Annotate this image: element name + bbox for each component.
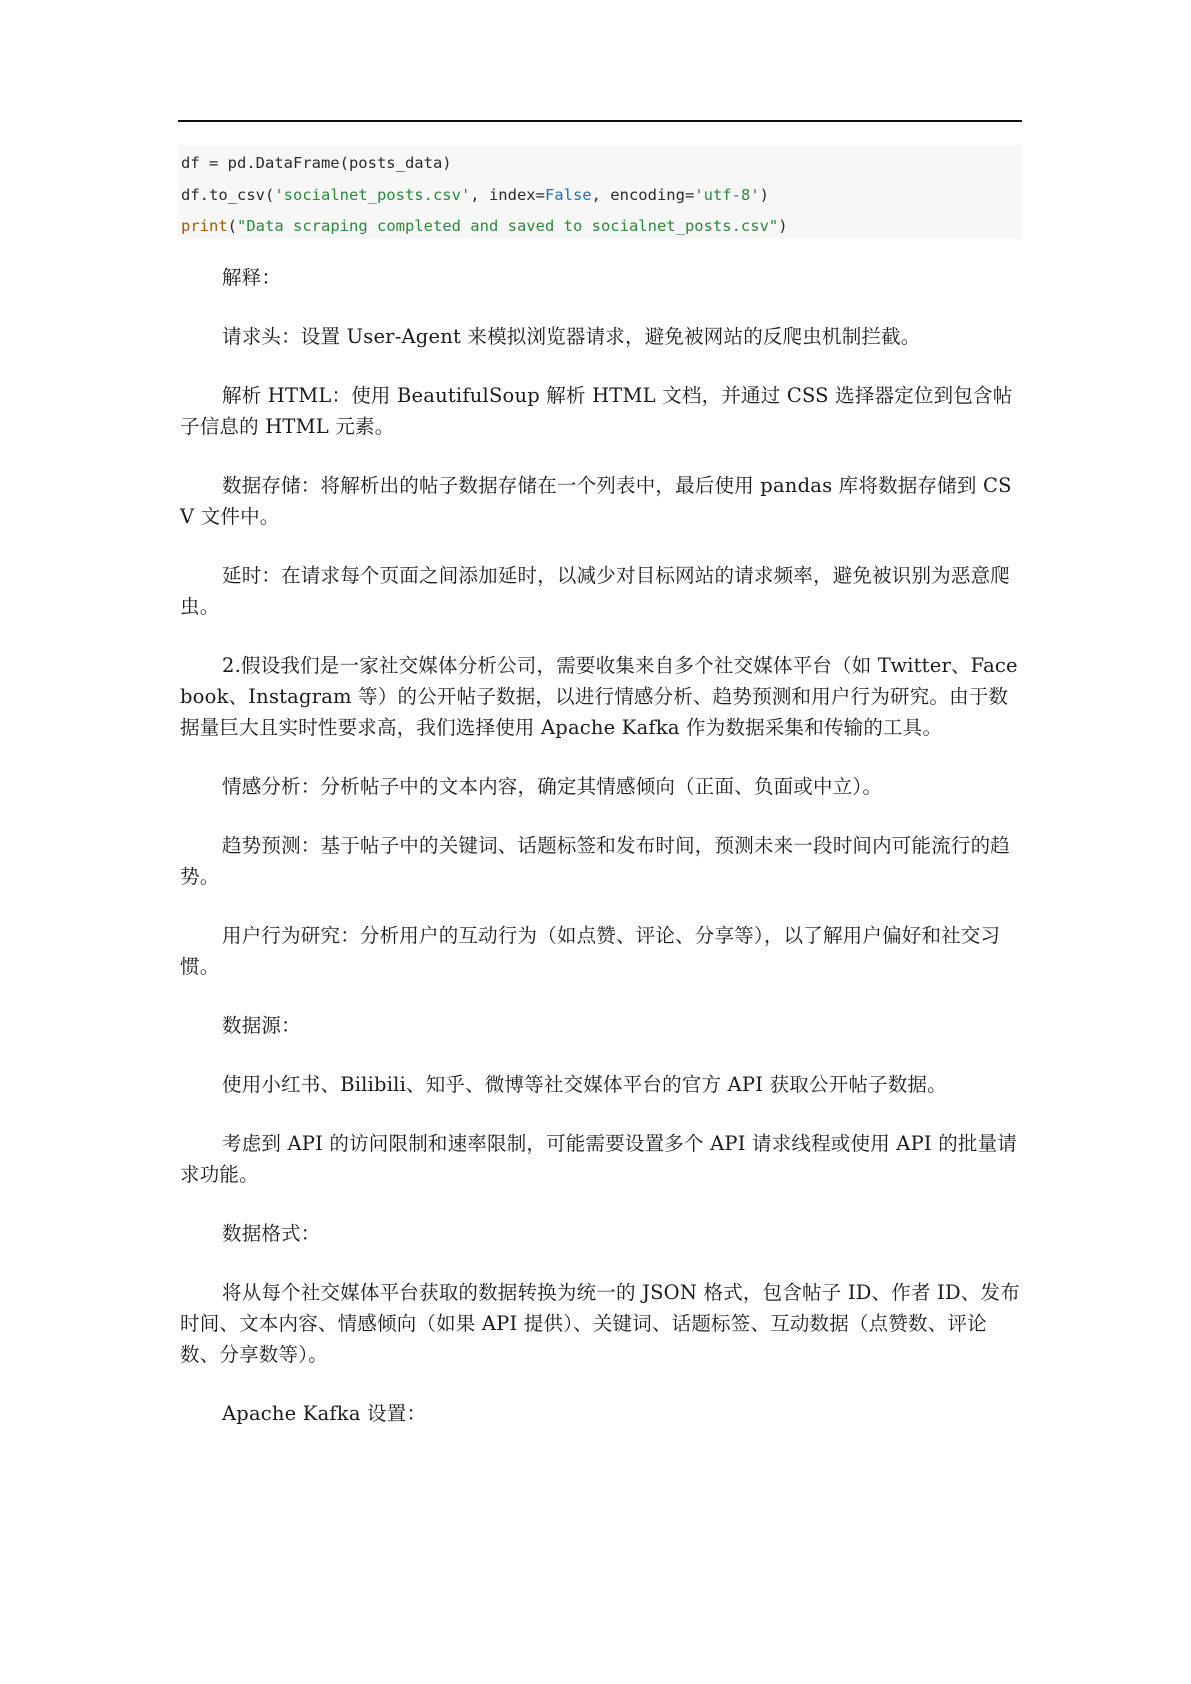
paragraph-request-headers: 请求头：设置 User-Agent 来模拟浏览器请求，避免被网站的反爬虫机制拦截。	[222, 325, 921, 348]
code-string-token: 'socialnet_posts.csv'	[274, 185, 471, 204]
code-block	[178, 145, 1022, 239]
paragraph-explanation-heading: 解释：	[222, 266, 282, 289]
paragraph-kafka-settings-heading: Apache Kafka 设置：	[222, 1402, 427, 1425]
paragraph-data-storage: 数据存储：将解析出的帖子数据存储在一个列表中，最后使用 pandas 库将数据存储到 CSV 文件中。	[180, 474, 1012, 528]
paragraph-user-behavior: 用户行为研究：分析用户的互动行为（如点赞、评论、分享等），以了解用户偏好和社交习惯。	[180, 924, 1001, 978]
code-line-2	[181, 180, 1022, 212]
code-line-1	[181, 148, 1022, 180]
top-horizontal-rule	[178, 120, 1022, 122]
code-token: df.to_csv(	[181, 185, 275, 204]
paragraph-sentiment-analysis: 情感分析：分析帖子中的文本内容，确定其情感倾向（正面、负面或中立）。	[222, 775, 883, 798]
code-token: )	[759, 185, 769, 204]
document-body	[180, 262, 1022, 1457]
code-keyword-token: False	[544, 185, 592, 204]
code-token: , index=	[470, 185, 545, 204]
paragraph-api-limits: 考虑到 API 的访问限制和速率限制，可能需要设置多个 API 请求线程或使用 API 的批量请求功能。	[180, 1132, 1018, 1186]
code-string-token: "Data scraping completed and saved to socialnet_posts.csv"	[237, 217, 779, 235]
code-token: (	[227, 217, 238, 235]
paragraph-trend-prediction: 趋势预测：基于帖子中的关键词、话题标签和发布时间，预测未来一段时间内可能流行的趋势。	[180, 834, 1011, 888]
paragraph-data-format-json: 将从每个社交媒体平台获取的数据转换为统一的 JSON 格式，包含帖子 ID、作者 ID、发布时间、文本内容、情感倾向（如果 API 提供）、关键词、话题标签、互动数据（点赞数、评论数、分享数等）。	[180, 1281, 1020, 1366]
code-token: )	[778, 217, 788, 235]
paragraph-delay: 延时：在请求每个页面之间添加延时，以减少对目标网站的请求频率，避免被识别为恶意爬虫。	[180, 564, 1011, 618]
paragraph-data-source-apis: 使用小红书、Bilibili、知乎、微博等社交媒体平台的官方 API 获取公开帖子数据。	[222, 1073, 947, 1096]
code-function-token: print	[181, 217, 228, 235]
code-token: , encoding=	[591, 185, 695, 204]
code-string-token: 'utf-8'	[694, 185, 760, 204]
paragraph-data-source-heading: 数据源：	[222, 1014, 301, 1037]
paragraph-parse-html: 解析 HTML：使用 BeautifulSoup 解析 HTML 文档，并通过 CSS 选择器定位到包含帖子信息的 HTML 元素。	[180, 384, 1013, 438]
code-line-3	[181, 211, 1022, 243]
paragraph-scenario: 2.假设我们是一家社交媒体分析公司，需要收集来自多个社交媒体平台（如 Twitter、Facebook、Instagram 等）的公开帖子数据，以进行情感分析、趋势预测和用户行为研究。由于数据量巨大且实时性要求高，我们选择使用 Apache Kafka 作为数据采集和传输的工具。	[180, 654, 1018, 739]
paragraph-data-format-heading: 数据格式：	[222, 1222, 321, 1245]
code-line-1-text: df = pd.DataFrame(posts_data)	[181, 154, 452, 172]
